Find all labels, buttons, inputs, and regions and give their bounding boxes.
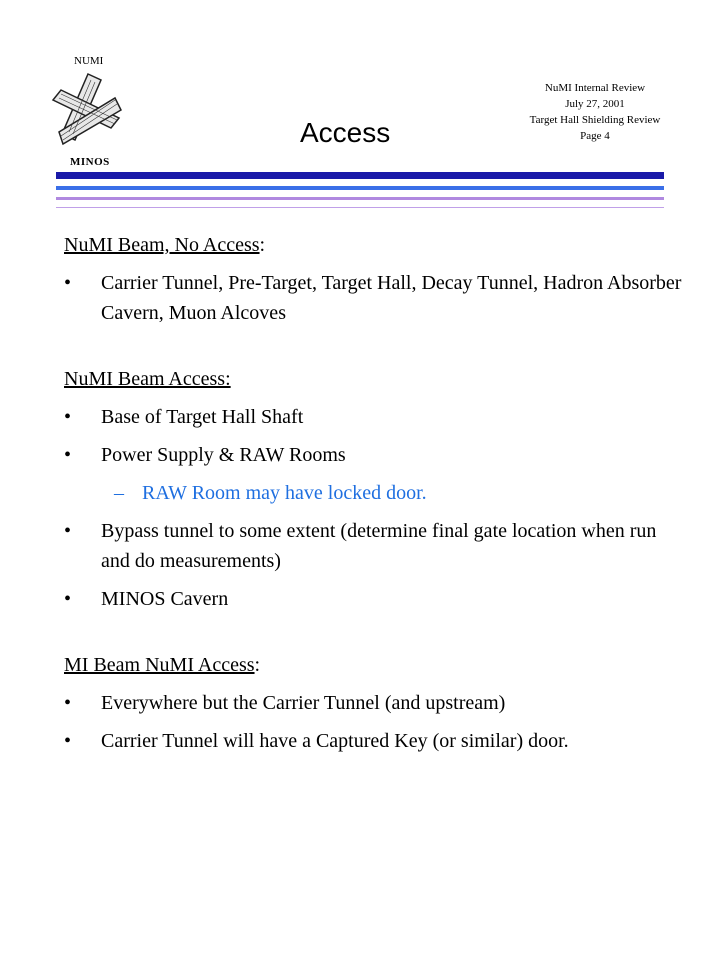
logo-top-label: NUMI — [74, 55, 104, 67]
bullet-item: • Carrier Tunnel, Pre-Target, Target Hall, Decay Tunnel, Hadron Absorber Cavern, Muon Alcoves — [64, 272, 682, 324]
numi-minos-logo-icon — [45, 70, 131, 156]
bullet-item: • Bypass tunnel to some extent (determine final gate location when run and do measurements) — [64, 520, 657, 572]
header-rule — [56, 207, 664, 208]
section-heading: NuMI Beam Access: — [64, 368, 231, 390]
review-line: July 27, 2001 — [565, 98, 625, 110]
header-rule — [56, 197, 664, 200]
bullet-item: • Base of Target Hall Shaft — [64, 406, 304, 428]
header-rule — [56, 186, 664, 190]
bullet-item: • MINOS Cavern — [64, 588, 229, 610]
section-heading: MI Beam NuMI Access: — [64, 654, 261, 676]
slide-body — [64, 230, 684, 764]
review-line: Page 4 — [580, 130, 610, 142]
review-line: Target Hall Shielding Review — [529, 114, 661, 126]
header-rule — [56, 172, 664, 179]
review-info — [510, 80, 680, 144]
review-line: NuMI Internal Review — [544, 82, 646, 94]
bullet-item: • Carrier Tunnel will have a Captured Key (or similar) door. — [64, 730, 569, 752]
logo-bottom-label: MINOS — [70, 156, 110, 168]
slide-title: Access — [300, 117, 391, 148]
section-heading: NuMI Beam, No Access: — [64, 234, 266, 256]
bullet-item: • Everywhere but the Carrier Tunnel (and upstream) — [64, 692, 506, 714]
sub-bullet-item: – RAW Room may have locked door. — [114, 482, 427, 504]
bullet-item: • Power Supply & RAW Rooms — [64, 444, 346, 466]
